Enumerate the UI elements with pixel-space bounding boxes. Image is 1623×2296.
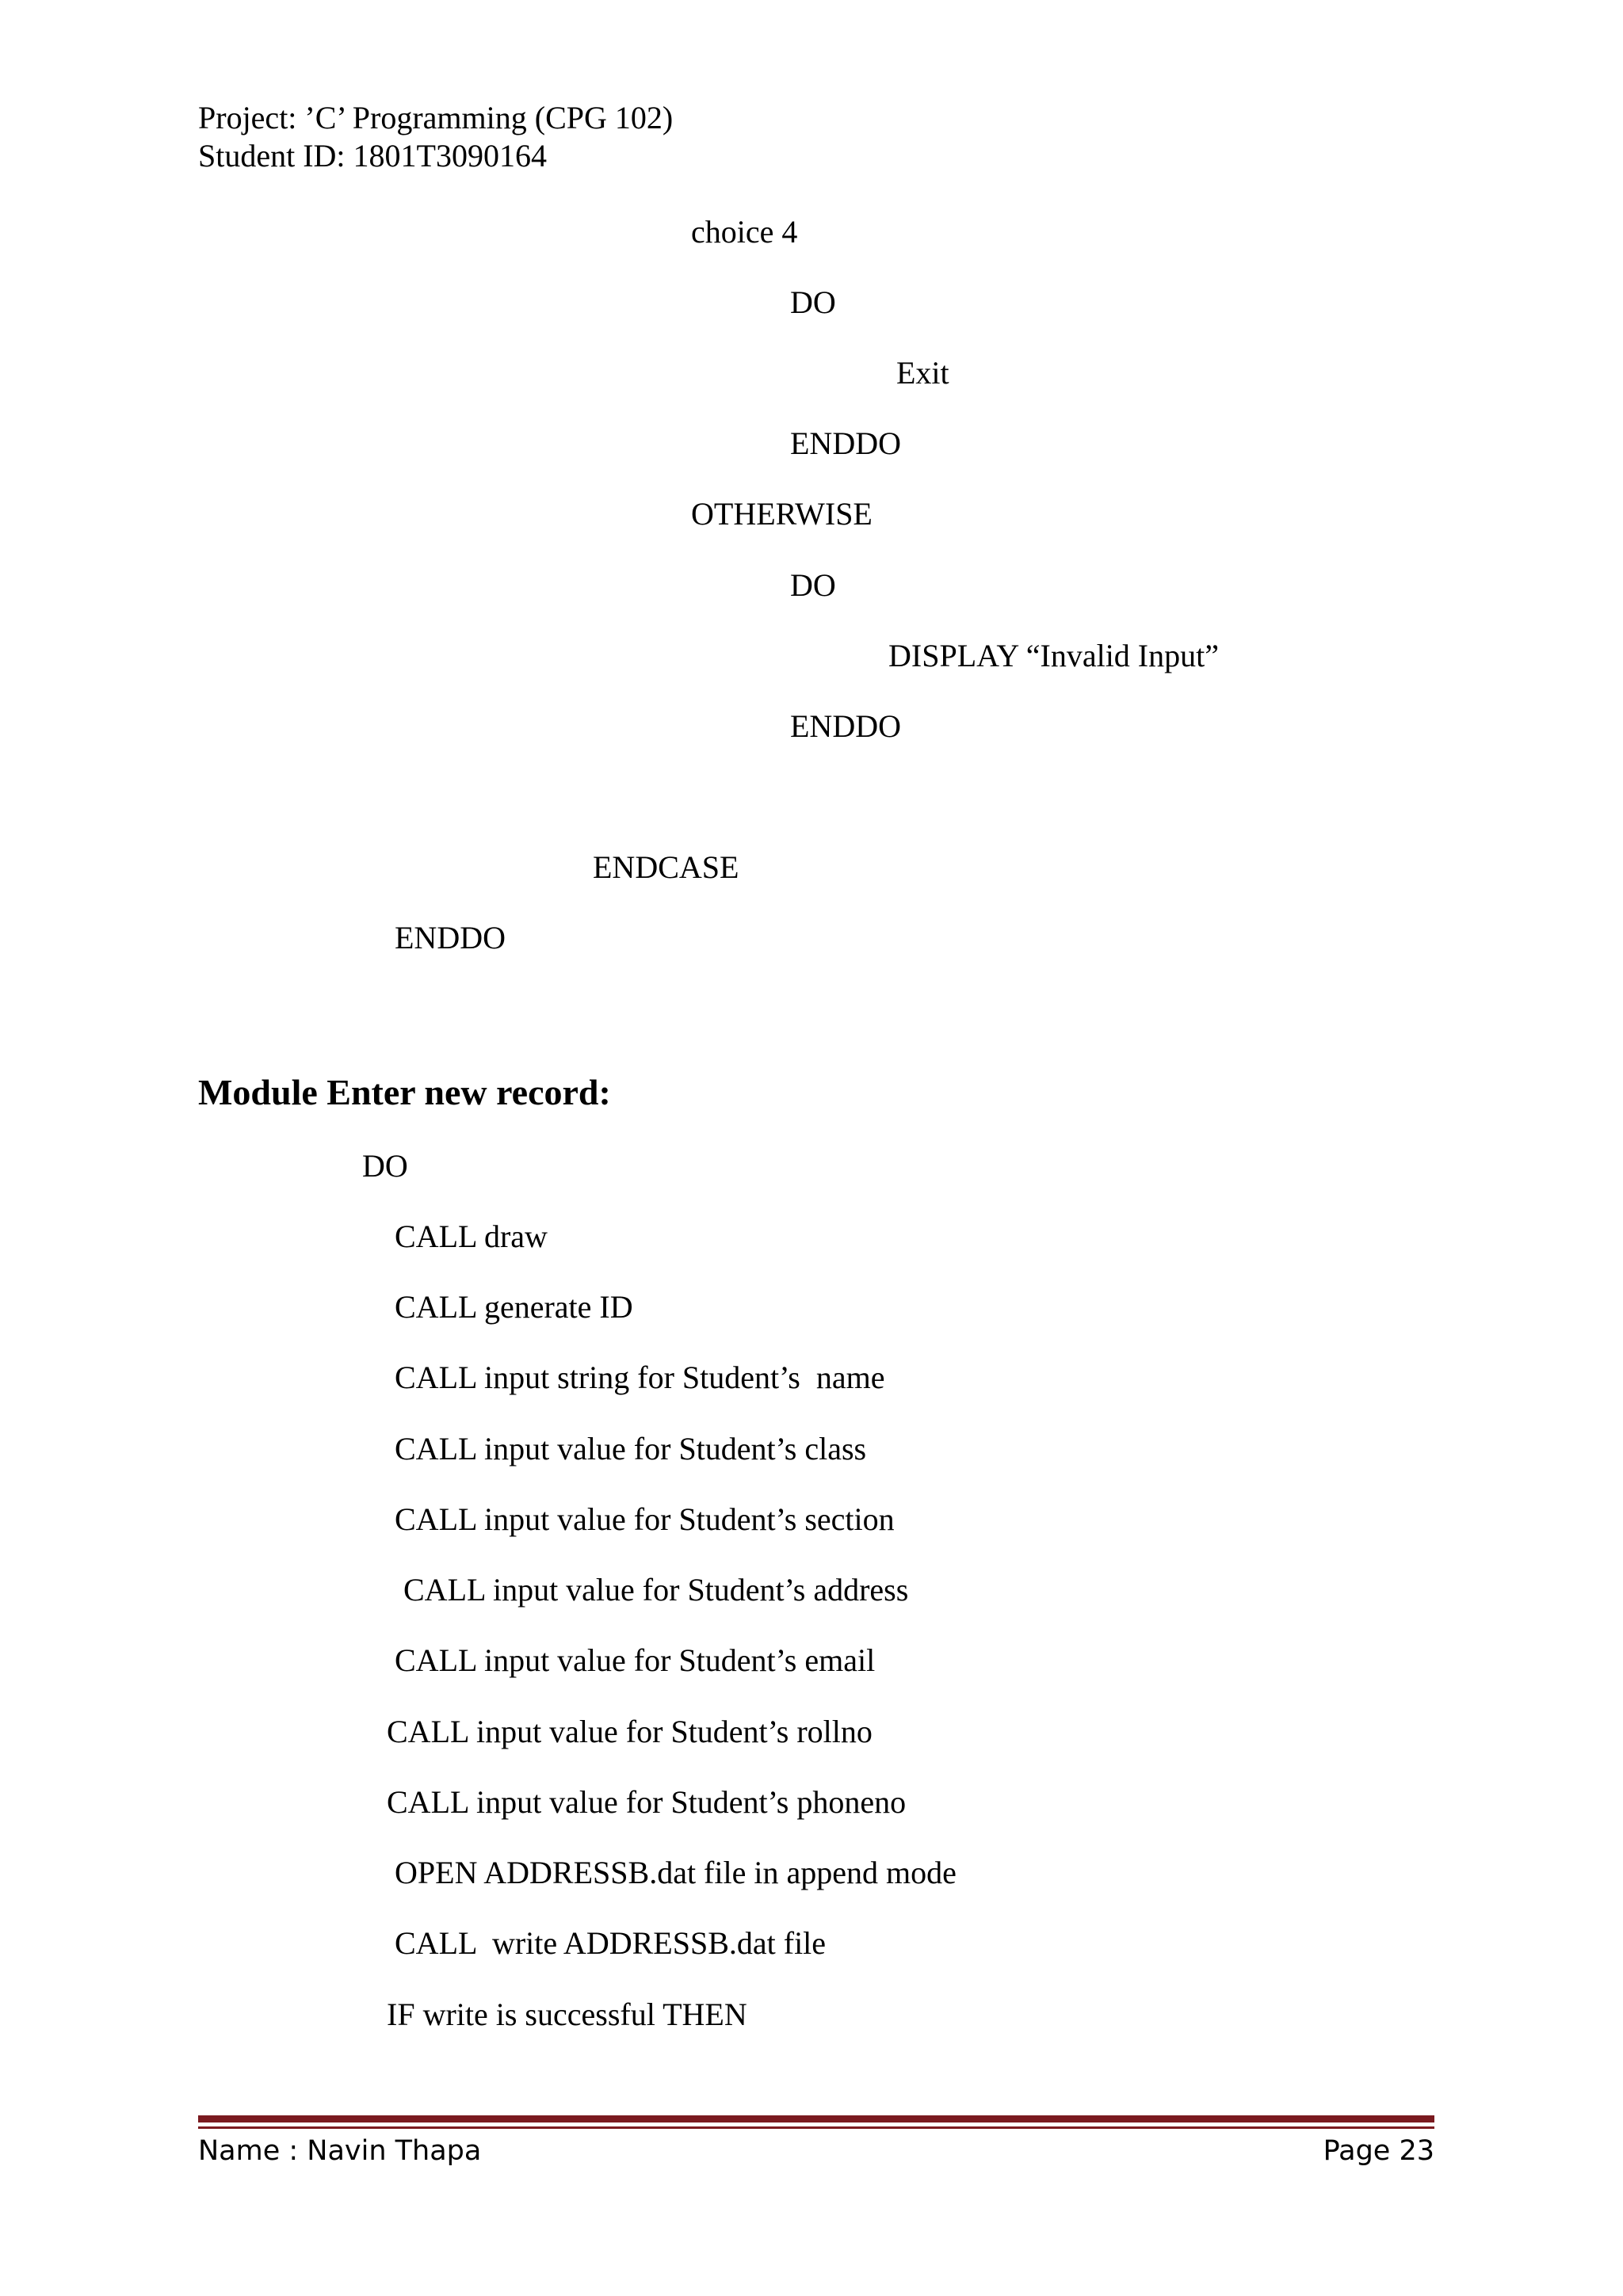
endcase-line: ENDCASE [593, 849, 739, 885]
enddo-line: ENDDO [790, 708, 901, 744]
enddo-line: ENDDO [790, 425, 901, 461]
pseudocode-line: CALL input value for Student’s phoneno [387, 1784, 907, 1820]
pseudocode-line: CALL input value for Student’s rollno [387, 1714, 873, 1749]
do-line: DO [790, 567, 836, 603]
display-invalid-line: DISPLAY “Invalid Input” [888, 638, 1219, 673]
pseudocode-line: CALL generate ID [395, 1289, 633, 1325]
footer-rule-thin [198, 2126, 1434, 2129]
pseudocode-line: CALL input value for Student’s address [403, 1572, 909, 1608]
pseudocode-line: CALL write ADDRESSB.dat file [395, 1925, 827, 1961]
pseudocode-line: CALL draw [395, 1219, 548, 1254]
page-number: Page 23 [1323, 2135, 1434, 2167]
exit-line: Exit [896, 355, 949, 391]
pseudocode-line: CALL input value for Student’s section [395, 1501, 895, 1537]
do-line: DO [790, 284, 836, 320]
pseudocode-line: OPEN ADDRESSB.dat file in append mode [395, 1855, 957, 1890]
pseudocode-line: CALL input value for Student’s email [395, 1642, 876, 1678]
enddo-outer-line: ENDDO [395, 920, 506, 955]
project-title: Project: ’C’ Programming (CPG 102) [198, 100, 674, 135]
footer-rule [198, 2115, 1434, 2122]
otherwise-line: OTHERWISE [691, 496, 873, 532]
pseudocode-line: IF write is successful THEN [387, 1997, 747, 2032]
pseudocode-line: CALL input string for Student’s name [395, 1360, 885, 1395]
student-id: Student ID: 1801T3090164 [198, 138, 547, 174]
pseudocode-line: DO [362, 1148, 408, 1184]
footer-name: Name : Navin Thapa [198, 2135, 482, 2167]
choice-4-line: choice 4 [691, 214, 798, 250]
pseudocode-line: CALL input value for Student’s class [395, 1431, 867, 1466]
module-heading: Module Enter new record: [198, 1072, 611, 1112]
